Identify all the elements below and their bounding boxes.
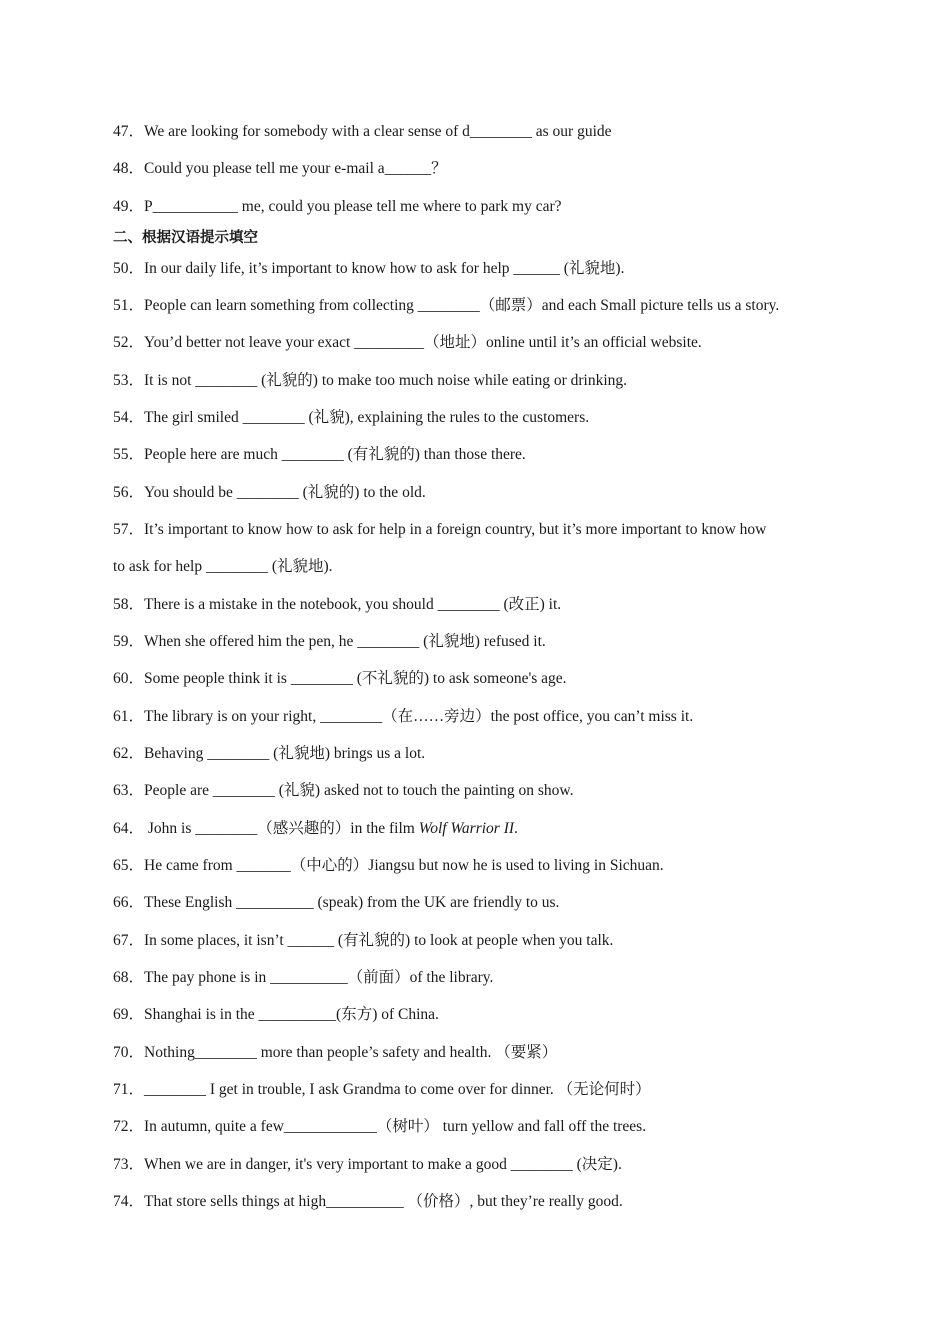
- question-number: 74．: [113, 1193, 145, 1210]
- question-57: [113, 520, 853, 540]
- question-text: These English __________ (speak) from the UK are friendly to us.: [144, 894, 560, 911]
- question-text: ________ I get in trouble, I ask Grandma to come over for dinner. （无论何时）: [144, 1081, 651, 1098]
- question-number: 58．: [113, 596, 145, 613]
- question-63: [113, 781, 853, 801]
- question-text: People are ________ (礼貌) asked not to touch the painting on show.: [144, 782, 574, 799]
- question-50: [113, 259, 853, 279]
- question-number: 56．: [113, 484, 145, 501]
- question-number: 69．: [113, 1006, 145, 1023]
- question-text: John is ________（感兴趣的）in the film: [144, 820, 419, 837]
- question-text: When she offered him the pen, he ________ (礼貌地) refused it.: [144, 633, 546, 650]
- question-number: 73．: [113, 1156, 145, 1173]
- question-55: [113, 445, 853, 465]
- question-text: The library is on your right, ________（在……旁边）the post office, you can’t miss it.: [144, 708, 694, 725]
- question-61: [113, 707, 853, 727]
- question-57-continuation: to ask for help ________ (礼貌地).: [113, 558, 333, 575]
- question-number: 49．: [113, 198, 145, 215]
- question-text: People here are much ________ (有礼貌的) than those there.: [144, 446, 526, 463]
- question-text: It is not ________ (礼貌的) to make too much noise while eating or drinking.: [144, 372, 628, 389]
- question-56: [113, 483, 853, 503]
- question-51: [113, 296, 853, 316]
- section-heading: 二、根据汉语提示填空: [113, 230, 258, 246]
- question-60: [113, 669, 853, 689]
- question-48: [113, 159, 853, 179]
- question-text: In some places, it isn’t ______ (有礼貌的) to look at people when you talk.: [144, 932, 614, 949]
- question-73: [113, 1155, 853, 1175]
- question-67: [113, 931, 853, 951]
- question-number: 55．: [113, 446, 145, 463]
- question-text: You should be ________ (礼貌的) to the old.: [144, 484, 426, 501]
- question-text: The girl smiled ________ (礼貌), explaining the rules to the customers.: [144, 409, 590, 426]
- question-text: It’s important to know how to ask for help in a foreign country, but it’s more important to know how: [144, 521, 767, 538]
- question-47: [113, 122, 853, 142]
- question-text: There is a mistake in the notebook, you should ________ (改正) it.: [144, 596, 562, 613]
- question-number: 65．: [113, 857, 145, 874]
- question-number: 53．: [113, 372, 145, 389]
- question-number: 47．: [113, 123, 145, 140]
- question-text: In our daily life, it’s important to know how to ask for help ______ (礼貌地).: [144, 260, 625, 277]
- question-number: 64．: [113, 820, 145, 837]
- question-69: [113, 1005, 853, 1025]
- question-number: 61．: [113, 708, 145, 725]
- question-number: 62．: [113, 745, 145, 762]
- question-text: Nothing________ more than people’s safety and health. （要紧）: [144, 1044, 558, 1061]
- question-text: Behaving ________ (礼貌地) brings us a lot.: [144, 745, 426, 762]
- question-number: 51．: [113, 297, 145, 314]
- question-text: That store sells things at high__________ （价格）, but they’re really good.: [144, 1193, 623, 1210]
- question-number: 52．: [113, 334, 145, 351]
- question-number: 48．: [113, 160, 145, 177]
- question-52: [113, 333, 853, 353]
- question-number: 72．: [113, 1118, 145, 1135]
- question-68: [113, 968, 853, 988]
- question-62: [113, 744, 853, 764]
- question-number: 68．: [113, 969, 145, 986]
- question-53: [113, 371, 853, 391]
- question-54: [113, 408, 853, 428]
- question-number: 60．: [113, 670, 145, 687]
- question-text: Shanghai is in the __________(东方) of China.: [144, 1006, 439, 1023]
- question-number: 54．: [113, 409, 145, 426]
- question-72: [113, 1117, 853, 1137]
- question-70: [113, 1043, 853, 1063]
- question-text-end: .: [514, 820, 518, 837]
- question-71: [113, 1080, 853, 1100]
- question-text: We are looking for somebody with a clear sense of d________ as our guide: [144, 123, 612, 140]
- question-number: 66．: [113, 894, 145, 911]
- question-number: 63．: [113, 782, 145, 799]
- question-text: Some people think it is ________ (不礼貌的) to ask someone's age.: [144, 670, 567, 687]
- film-title: Wolf Warrior II: [418, 820, 515, 837]
- question-74: [113, 1192, 853, 1212]
- question-text: People can learn something from collecting ________（邮票）and each Small picture tells us a story.: [144, 297, 780, 314]
- question-number: 50．: [113, 260, 145, 277]
- question-text: Could you please tell me your e-mail a______？: [144, 160, 447, 177]
- question-49: [113, 197, 853, 217]
- question-text: When we are in danger, it's very important to make a good ________ (决定).: [144, 1156, 622, 1173]
- question-text: You’d better not leave your exact _________（地址）online until it’s an official website.: [144, 334, 702, 351]
- question-number: 70．: [113, 1044, 145, 1061]
- question-number: 71．: [113, 1081, 145, 1098]
- question-65: [113, 856, 853, 876]
- question-text: P___________ me, could you please tell me where to park my car?: [144, 198, 562, 215]
- question-text: He came from _______（中心的）Jiangsu but now he is used to living in Sichuan.: [144, 857, 664, 874]
- question-66: [113, 893, 853, 913]
- question-64: [113, 819, 853, 839]
- question-number: 67．: [113, 932, 145, 949]
- question-number: 57．: [113, 521, 145, 538]
- question-number: 59．: [113, 633, 145, 650]
- question-text: In autumn, quite a few____________（树叶） turn yellow and fall off the trees.: [144, 1118, 647, 1135]
- question-58: [113, 595, 853, 615]
- question-59: [113, 632, 853, 652]
- question-text: The pay phone is in __________（前面）of the library.: [144, 969, 494, 986]
